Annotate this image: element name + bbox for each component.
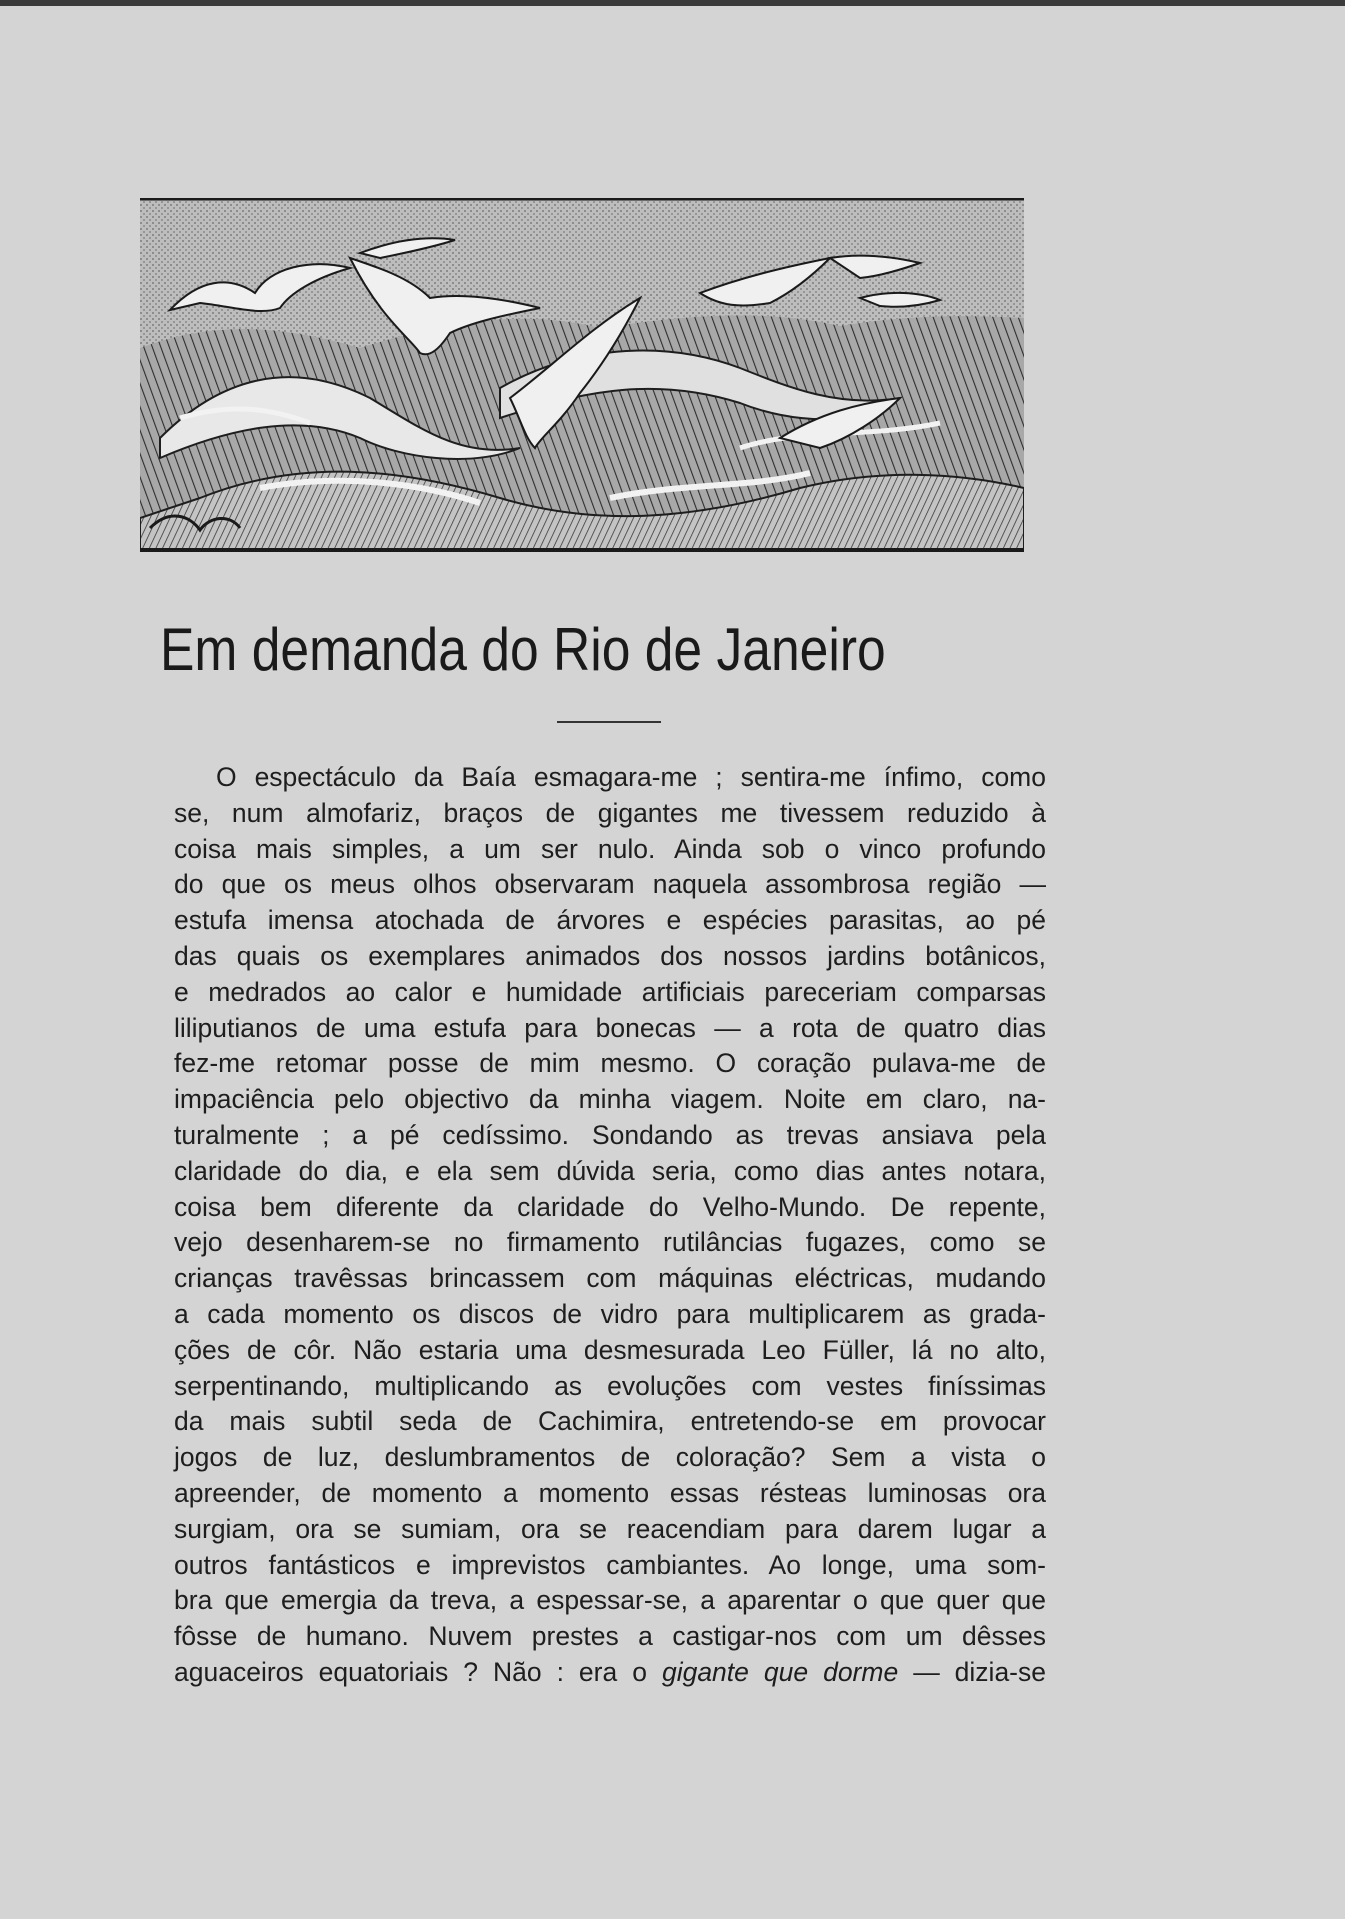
last-line-start: aguaceiros equatoriais ? Não : era o: [174, 1656, 647, 1687]
text-line: turalmente ; a pé cedíssimo. Sondando as trevas ansiava pela: [174, 1119, 1046, 1150]
seascape-with-seagulls-icon: [140, 198, 1024, 558]
text-line: serpentinando, multiplicando as evoluções com vestes finíssimas: [174, 1370, 1046, 1401]
body-paragraph: [174, 760, 1046, 1691]
text-line: e medrados ao calor e humidade artificiais pareceriam comparsas: [174, 976, 1046, 1007]
title-divider: [557, 721, 661, 723]
text-line: apreender, de momento a momento essas résteas luminosas ora: [174, 1477, 1046, 1508]
text-line: do que os meus olhos observaram naquela assombrosa região —: [174, 869, 1046, 900]
text-line-last: [174, 1655, 1046, 1691]
text-line: coisa bem diferente da claridade do Velho-Mundo. De repente,: [174, 1191, 1046, 1222]
text-line: fez-me retomar posse de mim mesmo. O coração pulava-me de: [174, 1048, 1046, 1079]
text-line: vejo desenharem-se no firmamento rutilâncias fugazes, como se: [174, 1227, 1046, 1258]
seascape-illustration: [140, 198, 1024, 558]
chapter-title: Em demanda do Rio de Janeiro: [160, 616, 886, 683]
text-line: jogos de luz, deslumbramentos de coloração? Sem a vista o: [174, 1442, 1046, 1473]
text-line: se, num almofariz, braços de gigantes me tivessem reduzido à: [174, 797, 1046, 828]
text-line: das quais os exemplares animados dos nossos jardins botânicos,: [174, 940, 1046, 971]
italic-phrase: gigante que dorme: [661, 1656, 899, 1687]
text-line: liliputianos de uma estufa para bonecas — a rota de quatro dias: [174, 1012, 1046, 1043]
text-line: coisa mais simples, a um ser nulo. Ainda sob o vinco profundo: [174, 833, 1046, 864]
text-line: a cada momento os discos de vidro para multiplicarem as grada-: [174, 1298, 1046, 1329]
text-line: outros fantásticos e imprevistos cambiantes. Ao longe, uma som-: [174, 1549, 1046, 1580]
page-top-edge: [0, 0, 1345, 6]
text-line: claridade do dia, e ela sem dúvida seria, como dias antes notara,: [174, 1155, 1046, 1186]
text-line: impaciência pelo objectivo da minha viagem. Noite em claro, na-: [174, 1084, 1046, 1115]
last-line-tail: — dizia-se: [898, 1656, 1046, 1687]
text-line: bra que emergia da treva, a espessar-se, a aparentar o que quer que: [174, 1585, 1046, 1616]
text-line: da mais subtil seda de Cachimira, entretendo-se em provocar: [174, 1406, 1046, 1437]
text-line: crianças travêssas brincassem com máquinas eléctricas, mudando: [174, 1263, 1046, 1294]
text-line: ções de côr. Não estaria uma desmesurada Leo Füller, lá no alto,: [174, 1334, 1046, 1365]
text-line: surgiam, ora se sumiam, ora se reacendiam para darem lugar a: [174, 1513, 1046, 1544]
text-line: estufa imensa atochada de árvores e espécies parasitas, ao pé: [174, 905, 1046, 936]
text-line: O espectáculo da Baía esmagara-me ; sentira-me ínfimo, como: [216, 762, 1046, 792]
text-line: fôsse de humano. Nuvem prestes a castigar-nos com um dêsses: [174, 1621, 1046, 1652]
